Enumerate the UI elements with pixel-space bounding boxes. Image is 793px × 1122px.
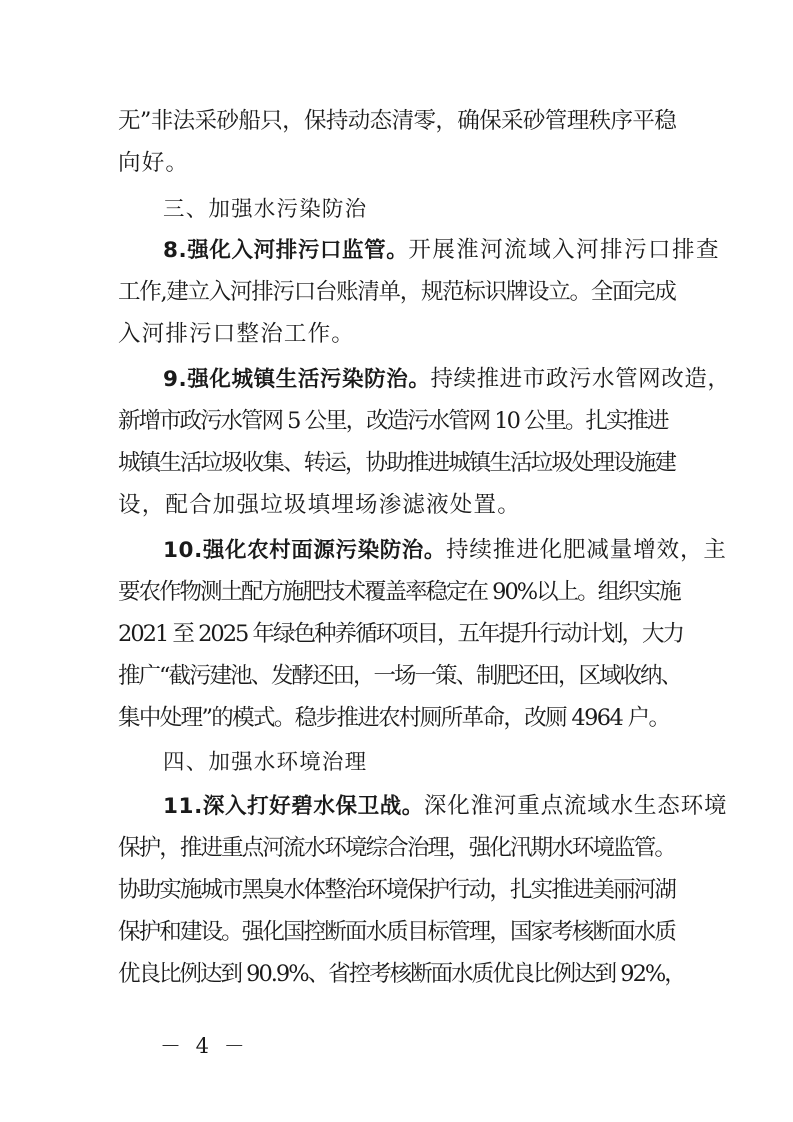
item-8-line-1: [163, 232, 723, 268]
item-8-line-2: [118, 274, 678, 310]
line-text: 优良比例达到 90.9%、省控考核断面水质优良比例达到 92%，: [118, 961, 685, 987]
line-text: 持续推进化肥减量增效，主: [446, 537, 727, 563]
item-9-line-4: [118, 487, 521, 523]
item-9-line-3: [118, 445, 678, 481]
line-text: 开展淮河流域入河排污口排查: [408, 237, 720, 263]
item-11-line-4: [118, 914, 678, 950]
item-10-line-5: [118, 700, 678, 736]
line-text: 无”非法采砂船只，保持动态清零，确保采砂管理秩序平稳: [118, 108, 677, 134]
paragraph-line-2: [118, 145, 189, 181]
item-11-line-3: [118, 872, 678, 908]
line-text: 新增市政污水管网 5 公里，改造污水管网 10 公里。扎实推进: [118, 408, 668, 434]
section-heading-3: [163, 192, 367, 228]
line-text: 持续推进市政污水管网改造，: [430, 366, 731, 392]
line-text: 城镇生活垃圾收集、转运，协助推进城镇生活垃圾处理设施建: [118, 450, 676, 476]
line-text: 入河排污口整治工作。: [118, 321, 356, 347]
item-10-line-1: [163, 532, 727, 568]
item-9-line-1: [163, 361, 731, 397]
heading-text: 四、加强水环境治理: [163, 750, 368, 775]
line-text: 保护，推进重点河流水环境综合治理，强化汛期水环境监管。: [118, 835, 676, 861]
heading-text: 三、加强水污染防治: [163, 197, 368, 222]
line-text: 协助实施城市黑臭水体整治环境保护行动，扎实推进美丽河湖: [118, 877, 676, 903]
item-10-line-4: [118, 658, 682, 694]
page-number: － 4 －: [160, 1034, 249, 1058]
line-text: 2021 至 2025 年绿色种养循环项目，五年提升行动计划，大力: [118, 621, 683, 647]
item-title: 11.深入打好碧水保卫战。: [163, 794, 424, 819]
item-title: 10.强化农村面源污染防治。: [163, 538, 446, 563]
line-text: 推广“截污建池、发酵还田，一场一策、制肥还田，区域收纳、: [118, 663, 682, 689]
line-text: 工作,建立入河排污口台账清单，规范标识牌设立。全面完成: [118, 279, 676, 305]
item-10-line-2: [118, 574, 678, 610]
item-title: 9.强化城镇生活污染防治。: [163, 367, 431, 392]
item-9-line-2: [118, 403, 678, 439]
item-11-line-2: [118, 830, 678, 866]
line-text: 设，配合加强垃圾填埋场渗滤液处置。: [118, 492, 521, 518]
item-11-line-1: [163, 788, 728, 824]
line-text: 要农作物测土配方施肥技术覆盖率稳定在 90%以上。组织实施: [118, 579, 680, 605]
paragraph-line-1: [118, 103, 678, 139]
item-11-line-5: [118, 956, 685, 992]
line-text: 集中处理”的模式。稳步推进农村厕所革命，改厕 4964 户。: [118, 705, 670, 731]
line-text: 保护和建设。强化国控断面水质目标管理，国家考核断面水质: [118, 919, 676, 945]
section-heading-4: [163, 745, 367, 781]
line-text: 向好。: [118, 150, 190, 176]
line-text: 深化淮河重点流域水生态环境: [423, 793, 728, 819]
item-10-line-3: [118, 616, 683, 652]
item-title: 8.强化入河排污口监管。: [163, 238, 409, 263]
item-8-line-3: [118, 316, 355, 352]
